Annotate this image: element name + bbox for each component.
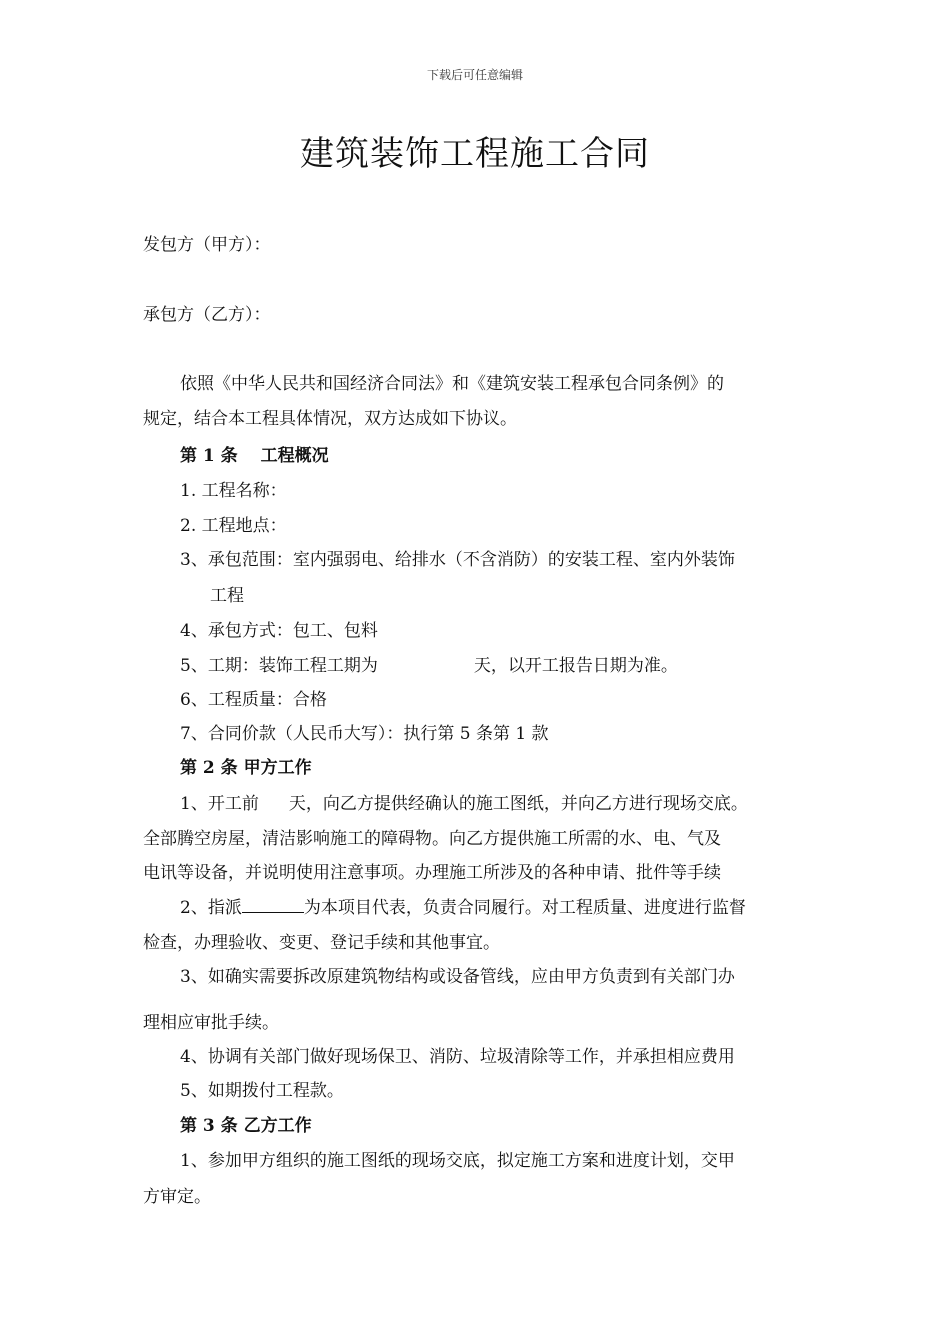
article-1-item-continued: 工程 — [210, 586, 244, 606]
page-header: 下载后可任意编辑 — [426, 68, 523, 82]
article-1-heading: 第 1 条 工程概况 — [180, 446, 329, 466]
article-3-heading: 第 3 条 乙方工作 — [180, 1116, 312, 1136]
article-2-p1-line-2: 全部腾空房屋，清洁影响施工的障碍物。向乙方提供施工所需的水、电、气及 — [143, 829, 721, 849]
article-1-item: 4、承包方式：包工、包料 — [180, 621, 378, 641]
article-2-p3-line-2: 理相应审批手续。 — [143, 1013, 279, 1033]
article-3-p1-line-2: 方审定。 — [143, 1187, 211, 1207]
article-2-heading: 第 2 条 甲方工作 — [180, 758, 312, 778]
article-2-p2-line-1 — [180, 893, 746, 918]
representative-blank — [242, 896, 304, 913]
party-a-line: 发包方（甲方）： — [143, 235, 271, 255]
article-3-p1-line-1: 1、参加甲方组织的施工图纸的现场交底，拟定施工方案和进度计划，交甲 — [180, 1151, 735, 1171]
article-2-p1-line-1 — [180, 789, 748, 814]
p1-suffix: 天，向乙方提供经确认的施工图纸，并向乙方进行现场交底。 — [288, 794, 748, 814]
intro-line-2: 规定，结合本工程具体情况，双方达成如下协议。 — [143, 409, 517, 429]
article-2-p4: 4、协调有关部门做好现场保卫、消防、垃圾清除等工作，并承担相应费用 — [180, 1047, 735, 1067]
article-2-p3-line-1: 3、如确实需要拆改原建筑物结构或设备管线，应由甲方负责到有关部门办 — [180, 967, 735, 987]
item-5-suffix: 天，以开工报告日期为准。 — [473, 656, 678, 676]
article-2-p1-line-3: 电讯等设备，并说明使用注意事项。办理施工所涉及的各种申请、批件等手续 — [143, 863, 721, 883]
intro-line-1: 依照《中华人民共和国经济合同法》和《建筑安装工程承包合同条例》的 — [180, 374, 724, 394]
article-1-item: 3、承包范围：室内强弱电、给排水（不含消防）的安装工程、室内外装饰 — [180, 550, 735, 570]
article-1-item: 6、工程质量：合格 — [180, 690, 327, 710]
document-title: 建筑装饰工程施工合同 — [300, 134, 650, 174]
article-2-p5: 5、如期拨付工程款。 — [180, 1081, 344, 1101]
party-b-line: 承包方（乙方）： — [143, 305, 271, 325]
p2-suffix: 为本项目代表，负责合同履行。对工程质量、进度进行监督 — [303, 898, 746, 918]
article-1-item: 7、合同价款（人民币大写）：执行第 5 条第 1 款 — [180, 724, 549, 744]
p2-prefix: 2、指派 — [180, 898, 242, 918]
article-1-item: 2. 工程地点： — [180, 516, 287, 536]
article-1-item-5 — [180, 651, 678, 676]
article-1-item: 1. 工程名称： — [180, 481, 287, 501]
item-5-prefix: 5、工期：装饰工程工期为 — [180, 656, 378, 676]
article-2-p2-line-2: 检查，办理验收、变更、登记手续和其他事宜。 — [143, 933, 500, 953]
p1-prefix: 1、开工前 — [180, 794, 259, 814]
